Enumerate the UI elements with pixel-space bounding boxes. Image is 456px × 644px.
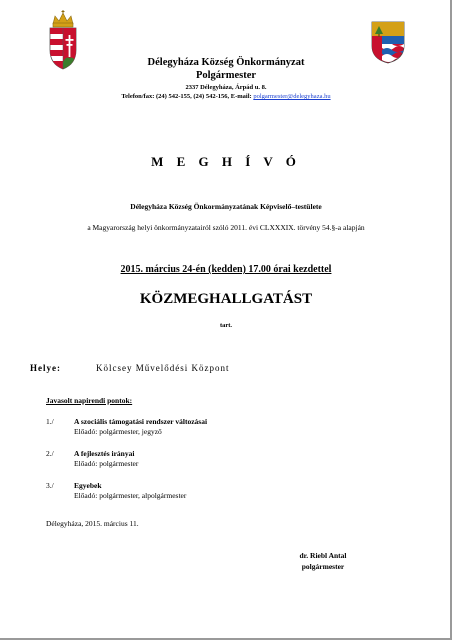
document-title: M E G H Í V Ó <box>151 154 301 169</box>
event-name: KÖZMEGHALLGATÁST <box>139 291 313 307</box>
venue-name: Kölcsey Művelődési Központ <box>96 363 230 373</box>
signer-name: dr. Riebl Antal <box>299 551 347 560</box>
email-link[interactable]: polgarmester@delegyhaza.hu <box>253 93 331 100</box>
council-name: Délegyháza Község Önkormányzatának Képviselő–testülete <box>130 202 322 211</box>
agenda-item-presenter: Előadó: polgármester, alpolgármester <box>74 491 187 500</box>
org-name: Délegyháza Község Önkormányzat <box>147 57 305 68</box>
venue-label: Helye: <box>30 363 61 373</box>
agenda-item-presenter: Előadó: polgármester <box>74 459 139 468</box>
address: 2337 Délegyháza, Árpád u. 8. <box>185 84 267 91</box>
department-name: Polgármester <box>195 70 257 81</box>
contact-phones: Telefon/fax: (24) 542-155, (24) 542-156, E-mail: <box>121 93 254 100</box>
event-suffix: tart. <box>219 322 233 329</box>
agenda-item-title: A fejlesztés irányai <box>74 449 135 458</box>
agenda-item-title: Egyebek <box>74 481 102 490</box>
signer-title: polgármester <box>301 562 345 571</box>
meeting-date: 2015. március 24-én (kedden) 17.00 órai kezdettel <box>120 264 332 275</box>
place-and-date: Délegyháza, 2015. március 11. <box>46 519 139 528</box>
contact-line <box>0 93 452 100</box>
agenda-item-title: A szociális támogatási rendszer változásai <box>74 417 208 426</box>
agenda-title: Javasolt napirendi pontok: <box>46 396 133 405</box>
legal-basis: a Magyarország helyi önkormányzatairól szóló 2011. évi CLXXXIX. törvény 54.§-a alapján <box>87 223 365 232</box>
agenda-item-number: 3./ <box>46 481 54 490</box>
agenda-item-number: 1./ <box>46 417 54 426</box>
agenda-item-number: 2./ <box>46 449 54 458</box>
agenda-item-presenter: Előadó: polgármester, jegyző <box>74 427 162 436</box>
